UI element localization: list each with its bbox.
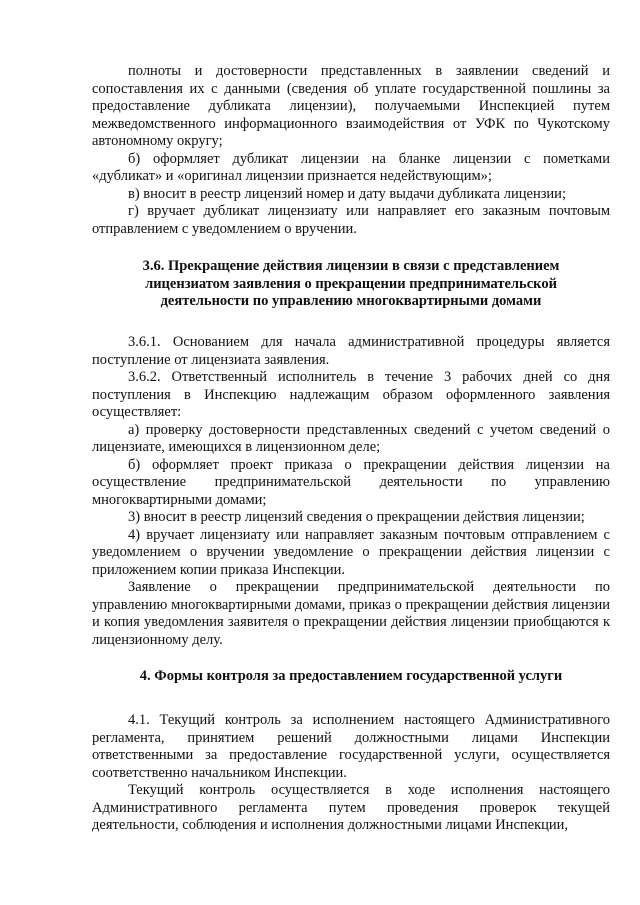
paragraph: 3.6.2. Ответственный исполнитель в течение 3 рабочих дней со дня поступления в Инспекцию надлежащим образом оформленного заявления осуществляет: <box>92 369 610 420</box>
section-3-6-body <box>92 334 610 649</box>
paragraph: 4) вручает лицензиату или направляет заказным почтовым отправлением с уведомлением о вручении уведомление о прекращении действия лицензии с приложением копии приказа Инспекции. <box>92 526 610 578</box>
heading-line: лицензиатом заявления о прекращении предпринимательской <box>145 275 557 292</box>
paragraph: Текущий контроль осуществляется в ходе исполнения настоящего Административного регламента путем проведения проверок текущей деятельности, соблюдения и исполнения должностными лицами Инспекции, <box>92 782 610 833</box>
paragraph: 3.6.1. Основанием для начала административной процедуры является поступление от лицензиата заявления. <box>92 334 610 368</box>
paragraph: 4.1. Текущий контроль за исполнением настоящего Административного регламента, принятием решений должностными лицами Инспекции ответственными за предоставление государственной услуги, осуществляется соответственно начальником Инспекции. <box>92 712 610 781</box>
intro-block <box>92 63 610 238</box>
paragraph: б) оформляет дубликат лицензии на бланке лицензии с пометками «дубликат» и «оригинал лицензии признается недействующим»; <box>92 150 610 184</box>
paragraph: б) оформляет проект приказа о прекращении действия лицензии на осуществление предпринимательской деятельности по управлению многоквартирными домами; <box>92 456 610 508</box>
heading-line: 3.6. Прекращение действия лицензии в связи с представлением <box>142 258 560 274</box>
section-heading-4: 4. Формы контроля за предоставлением государственной услуги <box>139 668 563 684</box>
heading-line: деятельности по управлению многоквартирными домами <box>160 293 542 309</box>
paragraph: а) проверку достоверности представленных сведений с учетом сведений о лицензиате, имеющихся в лицензионном деле; <box>92 421 610 455</box>
paragraph: г) вручает дубликат лицензиату или направляет его заказным почтовым отправлением с уведомлением о вручении. <box>92 203 610 237</box>
paragraph: 3) вносит в реестр лицензий сведения о прекращении действия лицензии; <box>128 509 585 525</box>
section-4-body <box>92 712 610 835</box>
paragraph: Заявление о прекращении предпринимательской деятельности по управлению многоквартирными домами, приказ о прекращении действия лицензии и копия уведомления заявителя о прекращении действия лицензии приобщаются к лицензионному делу. <box>92 579 610 648</box>
section-heading-3-6 <box>92 258 610 311</box>
paragraph: полноты и достоверности представленных в заявлении сведений и сопоставления их с данными (сведения об уплате государственной пошлины за предоставление дубликата лицензии), получаемыми Инспекцией путем межведомственного информационного взаимодействия от УФК по Чукотскому автономному округу; <box>92 63 610 149</box>
paragraph: в) вносит в реестр лицензий номер и дату выдачи дубликата лицензии; <box>128 185 566 202</box>
